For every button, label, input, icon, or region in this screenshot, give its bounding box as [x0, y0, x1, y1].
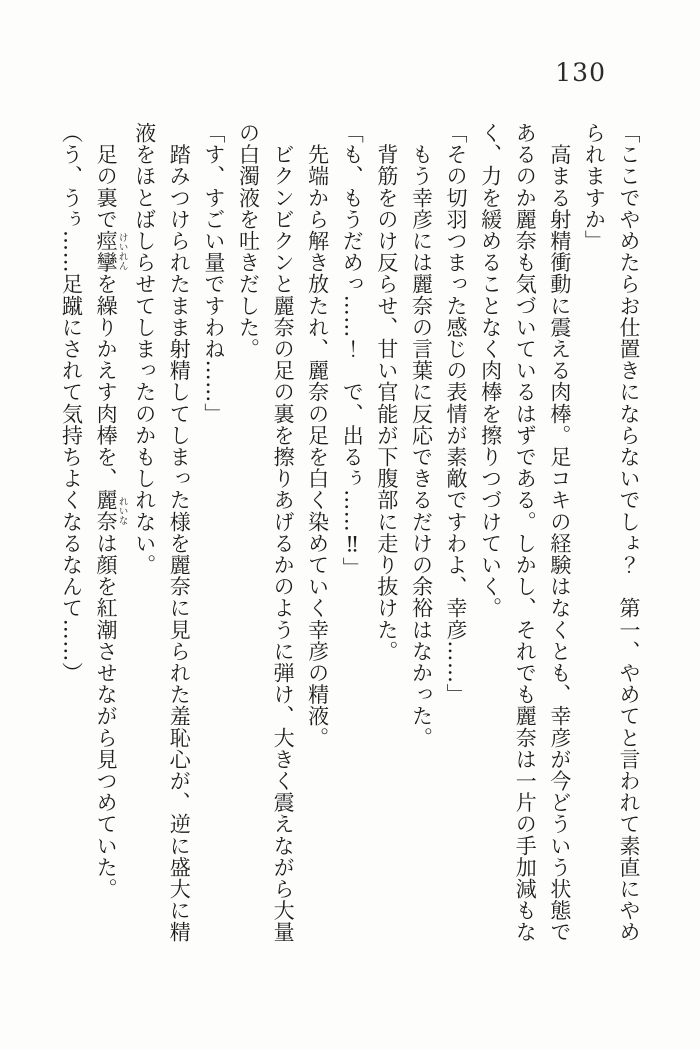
- text-line: あるのか麗奈も気づいているはずである。しかし、それでも麗奈は一片の手加減もな: [513, 122, 538, 943]
- text-block: [54, 122, 646, 956]
- text-line: 踏みつけられたまま射精してしまった様を麗奈に見られた羞恥心が、逆に盛大に精: [167, 122, 192, 943]
- text-line: られますか」: [582, 122, 607, 252]
- text-line: ビクンビクンと麗奈の足の裏を擦りあげるかのように弾け、大きく震えながら大量: [271, 122, 296, 943]
- furigana: れいな: [116, 489, 128, 533]
- text-line: 「その切羽つまった感じの表情が素敵ですわよ、幸彦……」: [444, 122, 469, 706]
- ruby-annotated-word: 麗奈れいな: [94, 489, 128, 533]
- text-line: 足の裏で痙攣けいれんを繰りかえす肉棒を、麗奈れいなは顔を紅潮させながら見つめていた。: [94, 122, 128, 900]
- page-number: 130: [555, 58, 606, 87]
- text-line: く、力を緩めることなく肉棒を擦りつづけていく。: [478, 122, 503, 619]
- ruby-annotated-word: 痙攣けいれん: [94, 230, 128, 274]
- text-line: の白濁液を吐きだした。: [236, 122, 261, 360]
- text-line: 「も、もうだめっ……！ で、出るぅ……‼」: [340, 122, 365, 579]
- text-line: 液をほとばしらせてしまったのかもしれない。: [132, 122, 157, 576]
- text-line: 高まる射精衝動に震える肉棒。足コキの経験はなくとも、幸彦が今どういう状態で: [547, 122, 572, 943]
- furigana: けいれん: [116, 230, 128, 274]
- text-line: 「す、すごい量ですわね……」: [201, 122, 226, 425]
- text-line: 「ここでやめたらお仕置きにならないでしょ？ 第一、やめてと言われて素直にやめ: [617, 122, 641, 943]
- text-line: 先端から解き放たれ、麗奈の足を白く染めていく幸彦の精液。: [305, 122, 330, 749]
- text-line: もう幸彦には麗奈の言葉に反応できるだけの余裕はなかった。: [409, 122, 434, 749]
- text-line: 背筋をのけ反らせ、甘い官能が下腹部に走り抜けた。: [374, 122, 399, 662]
- text-line: （う、うぅ……足蹴にされて気持ちよくなるなんて……）: [59, 122, 84, 684]
